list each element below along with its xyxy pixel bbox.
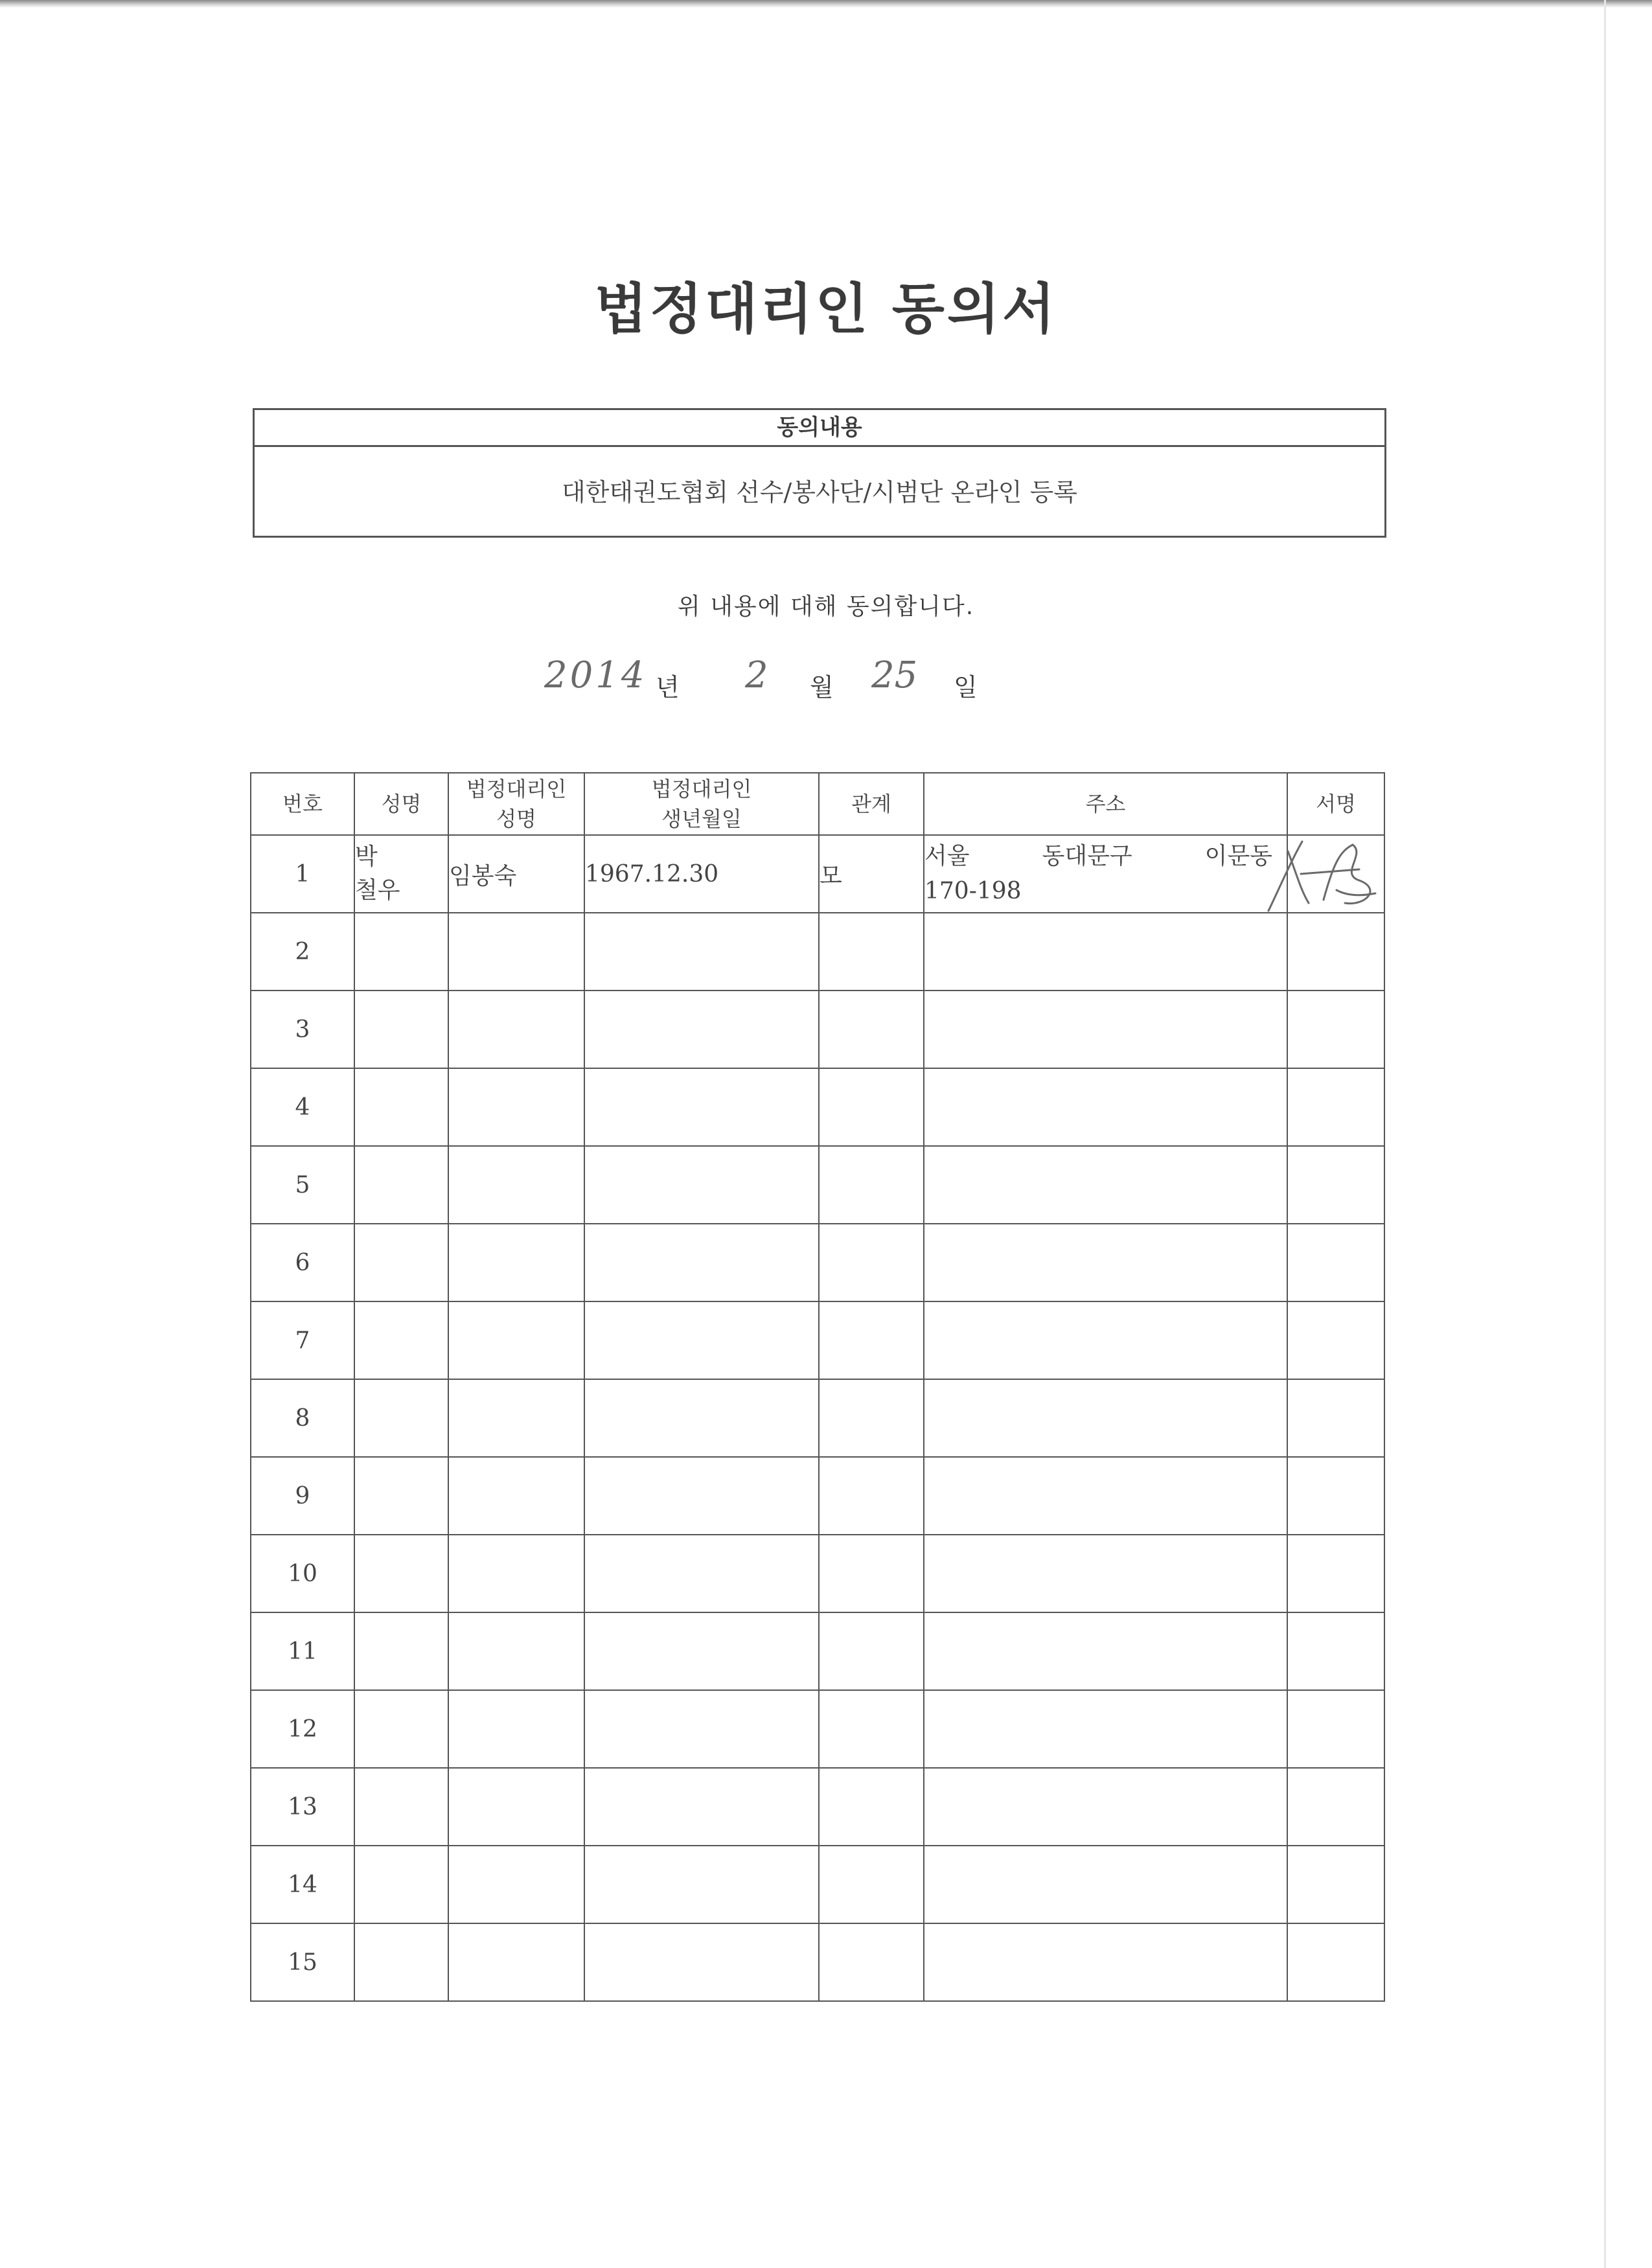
row-name	[354, 1923, 448, 2001]
header-rep-birth-line2: 생년월일	[661, 807, 742, 831]
row-name	[354, 1146, 448, 1224]
row-number: 11	[251, 1612, 354, 1690]
row-address	[924, 1690, 1287, 1768]
row-relation	[819, 1612, 924, 1690]
header-signature: 서명	[1287, 773, 1384, 835]
row-address-city: 서울	[924, 843, 970, 869]
document-title: 법정대리인 동의서	[594, 277, 1058, 341]
row-relation	[819, 1301, 924, 1379]
row-relation	[819, 1224, 924, 1301]
row-address	[924, 835, 1287, 913]
table-row	[251, 1224, 1384, 1301]
row-name	[354, 1068, 448, 1146]
row-address	[924, 1301, 1287, 1379]
row-relation	[819, 1146, 924, 1224]
row-number: 13	[251, 1768, 354, 1846]
table-row	[251, 1846, 1384, 1923]
row-rep-name	[448, 1068, 584, 1146]
row-number: 14	[251, 1846, 354, 1923]
table-row	[251, 1923, 1384, 2001]
row-relation	[819, 1768, 924, 1846]
row-rep-birth	[584, 991, 819, 1068]
row-relation	[819, 913, 924, 991]
row-number: 10	[251, 1535, 354, 1612]
row-rep-birth	[584, 1146, 819, 1224]
header-rep-name-line1: 법정대리인	[466, 777, 567, 801]
row-rep-birth	[584, 1923, 819, 2001]
row-name	[354, 1690, 448, 1768]
row-rep-name	[448, 1846, 584, 1923]
row-rep-birth	[584, 1457, 819, 1535]
row-number: 1	[251, 835, 354, 913]
row-rep-birth	[584, 1846, 819, 1923]
row-address	[924, 1846, 1287, 1923]
row-name	[354, 1768, 448, 1846]
row-rep-birth	[584, 1379, 819, 1457]
date-month-label: 월	[810, 673, 834, 702]
row-number: 15	[251, 1923, 354, 2001]
row-relation	[819, 1846, 924, 1923]
row-signature	[1287, 1301, 1384, 1379]
row-name-line1: 박	[355, 843, 378, 870]
row-address	[924, 1457, 1287, 1535]
header-rep-name-line2: 성명	[496, 807, 536, 831]
table-row	[251, 1379, 1384, 1457]
row-relation: 모	[819, 835, 924, 913]
row-signature	[1287, 1379, 1384, 1457]
row-address-line1	[924, 839, 1287, 874]
row-name	[354, 835, 448, 913]
row-number: 8	[251, 1379, 354, 1457]
row-signature	[1287, 1457, 1384, 1535]
row-signature	[1287, 991, 1384, 1068]
row-rep-name	[448, 1612, 584, 1690]
row-address	[924, 1146, 1287, 1224]
date-day-handwritten: 25	[871, 654, 918, 696]
row-signature	[1287, 1690, 1384, 1768]
row-name	[354, 1612, 448, 1690]
table-row	[251, 1690, 1384, 1768]
row-address	[924, 1768, 1287, 1846]
row-name	[354, 1846, 448, 1923]
row-name-line2: 철우	[355, 877, 400, 904]
table-header-row	[251, 773, 1384, 835]
row-name	[354, 1535, 448, 1612]
table-row	[251, 913, 1384, 991]
row-number: 3	[251, 991, 354, 1068]
consent-header: 동의내용	[255, 410, 1384, 447]
row-relation	[819, 991, 924, 1068]
row-name	[354, 1457, 448, 1535]
row-rep-birth: 1967.12.30	[584, 835, 819, 913]
table-row	[251, 835, 1384, 913]
row-rep-name	[448, 1768, 584, 1846]
row-rep-name: 임봉숙	[448, 835, 584, 913]
date-day-label: 일	[954, 673, 978, 702]
row-rep-name	[448, 1379, 584, 1457]
header-number: 번호	[251, 773, 354, 835]
row-rep-birth	[584, 1224, 819, 1301]
row-signature	[1287, 835, 1384, 913]
row-signature	[1287, 1224, 1384, 1301]
row-name	[354, 991, 448, 1068]
table-row	[251, 1068, 1384, 1146]
row-name	[354, 1379, 448, 1457]
row-rep-name	[448, 913, 584, 991]
row-relation	[819, 1690, 924, 1768]
row-rep-birth	[584, 913, 819, 991]
row-rep-birth	[584, 1535, 819, 1612]
row-rep-name	[448, 1457, 584, 1535]
date-year-handwritten: 2014	[544, 654, 647, 696]
row-signature	[1287, 1535, 1384, 1612]
row-rep-name	[448, 1224, 584, 1301]
row-rep-birth	[584, 1068, 819, 1146]
consent-body: 대한태권도협회 선수/봉사단/시범단 온라인 등록	[561, 478, 1077, 507]
row-number: 4	[251, 1068, 354, 1146]
row-address-line2: 170-198	[924, 878, 1022, 904]
row-address	[924, 1068, 1287, 1146]
row-rep-birth	[584, 1690, 819, 1768]
row-relation	[819, 1923, 924, 2001]
row-rep-name	[448, 1301, 584, 1379]
row-number: 7	[251, 1301, 354, 1379]
row-rep-birth	[584, 1301, 819, 1379]
date-year-label: 년	[656, 673, 680, 702]
date-month-handwritten: 2	[745, 654, 768, 696]
scan-edge-top	[0, 0, 1652, 8]
row-number: 6	[251, 1224, 354, 1301]
header-rep-birth-line1: 법정대리인	[651, 777, 752, 801]
row-signature	[1287, 1846, 1384, 1923]
row-rep-name	[448, 991, 584, 1068]
table-row	[251, 1612, 1384, 1690]
table-row	[251, 1146, 1384, 1224]
header-address: 주소	[924, 773, 1287, 835]
row-signature	[1287, 1768, 1384, 1846]
row-address	[924, 913, 1287, 991]
row-signature	[1287, 1612, 1384, 1690]
row-name	[354, 1224, 448, 1301]
consent-box	[253, 408, 1386, 538]
row-relation	[819, 1068, 924, 1146]
row-address-district: 동대문구	[1042, 843, 1132, 869]
header-name: 성명	[354, 773, 448, 835]
row-signature	[1287, 1068, 1384, 1146]
row-signature	[1287, 1146, 1384, 1224]
row-address-dong: 이문동	[1204, 843, 1272, 869]
row-relation	[819, 1379, 924, 1457]
row-address	[924, 1379, 1287, 1457]
row-name	[354, 913, 448, 991]
table-row	[251, 1768, 1384, 1846]
row-address	[924, 1224, 1287, 1301]
row-number: 5	[251, 1146, 354, 1224]
table-row	[251, 1457, 1384, 1535]
row-number: 12	[251, 1690, 354, 1768]
header-rep-birth	[584, 773, 819, 835]
table-row	[251, 1301, 1384, 1379]
agree-statement: 위 내용에 대해 동의합니다.	[677, 593, 975, 620]
row-rep-name	[448, 1535, 584, 1612]
row-address	[924, 991, 1287, 1068]
handwritten-signature	[1262, 838, 1385, 916]
row-relation	[819, 1457, 924, 1535]
row-rep-name	[448, 1690, 584, 1768]
header-rep-name	[448, 773, 584, 835]
registration-table	[250, 772, 1385, 2002]
table-row	[251, 991, 1384, 1068]
row-name	[354, 1301, 448, 1379]
row-address	[924, 1535, 1287, 1612]
row-rep-name	[448, 1923, 584, 2001]
row-relation	[819, 1535, 924, 1612]
table-row	[251, 1535, 1384, 1612]
row-signature	[1287, 1923, 1384, 2001]
row-signature	[1287, 913, 1384, 991]
row-rep-birth	[584, 1612, 819, 1690]
row-rep-name	[448, 1146, 584, 1224]
header-relation: 관계	[819, 773, 924, 835]
row-number: 9	[251, 1457, 354, 1535]
row-rep-birth	[584, 1768, 819, 1846]
row-address	[924, 1923, 1287, 2001]
row-number: 2	[251, 913, 354, 991]
row-address	[924, 1612, 1287, 1690]
